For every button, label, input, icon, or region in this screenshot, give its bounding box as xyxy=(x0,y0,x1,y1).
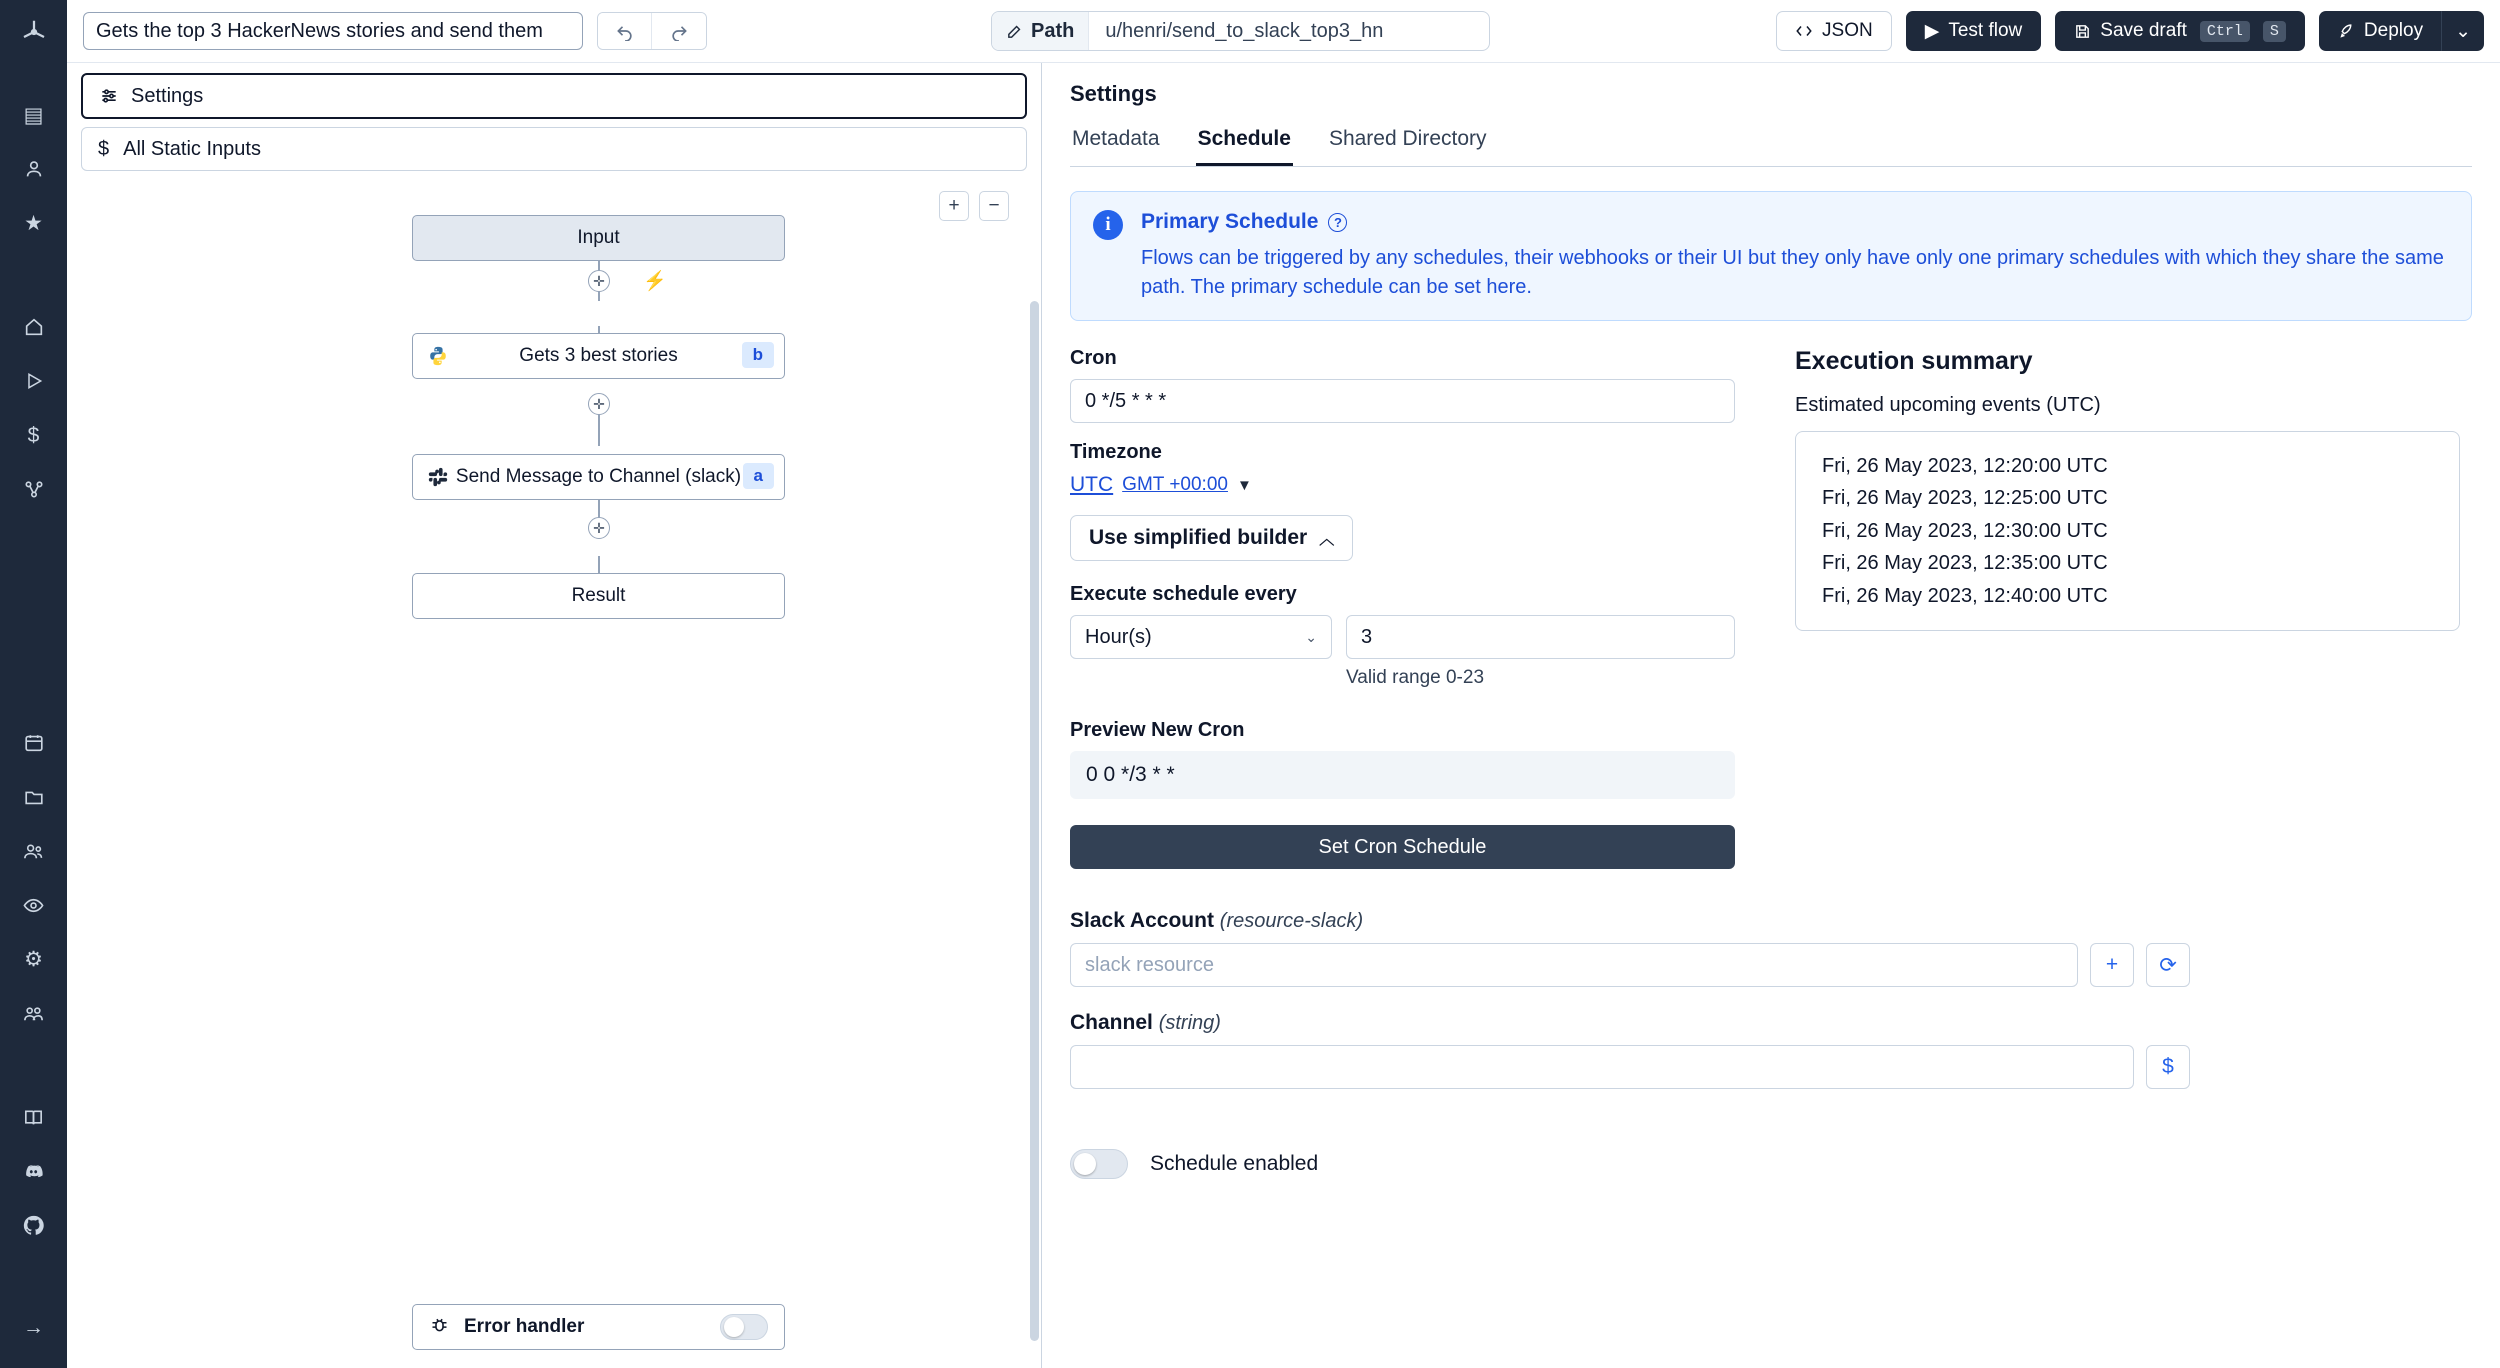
execute-range-hint: Valid range 0-23 xyxy=(1346,667,1485,688)
execute-every-label: Execute schedule every xyxy=(1070,583,1297,605)
flow-node-step-b[interactable] xyxy=(412,333,785,379)
primary-schedule-title-row xyxy=(1141,210,2449,234)
flow-settings-label: Settings xyxy=(131,84,204,107)
execution-summary-title: Execution summary xyxy=(1795,347,2033,375)
timezone-select[interactable] xyxy=(1070,473,1735,497)
schedule-enabled-label: Schedule enabled xyxy=(1150,1152,1319,1175)
flow-node-badge: b xyxy=(742,342,774,368)
top-actions xyxy=(1776,11,2484,51)
channel-row xyxy=(1070,1045,2190,1089)
deploy-chevron-down-icon[interactable]: ⌄ xyxy=(2442,11,2484,51)
refresh-icon[interactable]: ⟳ xyxy=(2146,943,2190,987)
add-step-button[interactable]: ✛ xyxy=(588,517,610,539)
execute-unit-select[interactable] xyxy=(1070,615,1332,659)
flow-canvas[interactable] xyxy=(67,181,1041,1368)
chevron-up-icon: ︿ xyxy=(1319,530,1335,548)
primary-schedule-info xyxy=(1070,191,2472,321)
groups-icon[interactable] xyxy=(12,829,56,873)
flow-node-label: Send Message to Channel (slack) xyxy=(455,466,742,487)
all-static-inputs-label: All Static Inputs xyxy=(123,137,261,160)
folder-icon[interactable] xyxy=(12,775,56,819)
list-item: Fri, 26 May 2023, 12:40:00 UTC xyxy=(1822,584,2108,607)
error-handler-label: Error handler xyxy=(464,1316,585,1337)
timezone-offset: GMT +00:00 xyxy=(1122,474,1228,495)
all-static-inputs-row[interactable] xyxy=(81,127,1027,171)
python-icon xyxy=(427,345,449,367)
deploy-label: Deploy xyxy=(2363,20,2424,41)
redo-icon[interactable] xyxy=(652,13,706,49)
path-label-group xyxy=(992,12,1089,50)
plus-icon[interactable]: + xyxy=(2090,943,2134,987)
list-item: Fri, 26 May 2023, 12:30:00 UTC xyxy=(1822,519,2108,542)
slack-account-label-text: Slack Account xyxy=(1070,909,1214,932)
windmill-logo-icon[interactable] xyxy=(12,10,56,54)
channel-label-text: Channel xyxy=(1070,1011,1153,1034)
error-handler-toggle[interactable] xyxy=(720,1314,768,1340)
bug-icon xyxy=(429,1314,450,1341)
workspace xyxy=(67,0,2500,1368)
dollar-icon: $ xyxy=(98,137,110,160)
code-icon xyxy=(1795,22,1813,40)
test-flow-label: Test flow xyxy=(1948,20,2023,41)
flows-icon[interactable] xyxy=(12,467,56,511)
page-title: Settings xyxy=(1070,81,1157,106)
schedule-form-column xyxy=(1070,347,1735,869)
top-toolbar xyxy=(67,0,2500,63)
home-icon[interactable] xyxy=(12,305,56,349)
schedule-enabled-toggle[interactable] xyxy=(1070,1149,1128,1179)
channel-type: (string) xyxy=(1158,1012,1221,1034)
tab-metadata[interactable]: Metadata xyxy=(1072,127,1160,150)
gear-icon[interactable]: ⚙ xyxy=(24,947,43,971)
schedule-columns xyxy=(1070,347,2472,869)
workers-icon[interactable] xyxy=(12,991,56,1035)
chevron-down-icon: ⌄ xyxy=(1305,628,1317,645)
zoom-out-button[interactable]: − xyxy=(979,191,1009,221)
preview-cron-value: 0 0 */3 * * xyxy=(1070,751,1735,799)
pencil-icon xyxy=(1006,23,1023,40)
info-icon: i xyxy=(1093,210,1123,240)
runs-icon[interactable]: ▤ xyxy=(23,103,44,127)
save-icon xyxy=(2074,23,2091,40)
path-label: Path xyxy=(1031,19,1075,42)
chevron-down-icon: ▼ xyxy=(1236,476,1252,494)
flow-node-label: Gets 3 best stories xyxy=(519,345,678,366)
flow-node-result[interactable] xyxy=(412,573,785,619)
list-item: Fri, 26 May 2023, 12:25:00 UTC xyxy=(1822,487,2108,510)
execution-summary-list xyxy=(1795,431,2460,631)
undo-icon[interactable] xyxy=(598,13,652,49)
slack-account-type: (resource-slack) xyxy=(1219,910,1364,932)
path-value[interactable]: u/henri/send_to_slack_top3_hn xyxy=(1105,19,1384,42)
github-icon[interactable] xyxy=(12,1203,56,1247)
use-simplified-builder-button[interactable] xyxy=(1070,515,1353,561)
user-icon[interactable] xyxy=(12,147,56,191)
execution-summary-column xyxy=(1795,347,2472,869)
execute-amount-input[interactable]: 3 xyxy=(1346,615,1735,659)
help-icon[interactable]: ? xyxy=(1328,213,1347,232)
slack-account-row xyxy=(1070,943,2190,987)
settings-tabs xyxy=(1070,121,2472,167)
slack-icon xyxy=(427,466,449,488)
json-button[interactable] xyxy=(1776,11,1892,51)
main-split xyxy=(67,63,2500,1368)
flow-title-input[interactable] xyxy=(83,12,583,50)
test-flow-button[interactable] xyxy=(1906,11,2042,51)
lightning-icon[interactable]: ⚡ xyxy=(643,271,667,292)
channel-input[interactable] xyxy=(1070,1045,2134,1089)
zoom-controls xyxy=(939,191,1009,221)
execute-unit-value: Hour(s) xyxy=(1085,625,1152,648)
simplified-builder-label: Use simplified builder xyxy=(1089,526,1308,549)
flow-node-input[interactable] xyxy=(412,215,785,261)
flow-node-label: Input xyxy=(577,227,620,248)
execute-every-row xyxy=(1070,615,1735,659)
flow-node-label: Result xyxy=(571,585,626,606)
path-field[interactable] xyxy=(991,11,1490,51)
json-label: JSON xyxy=(1822,20,1873,41)
flow-settings-row[interactable] xyxy=(81,73,1027,119)
cron-input[interactable]: 0 */5 * * * xyxy=(1070,379,1735,423)
channel-label xyxy=(1070,1011,2190,1035)
docs-icon[interactable] xyxy=(12,1095,56,1139)
list-item: Fri, 26 May 2023, 12:35:00 UTC xyxy=(1822,552,2108,575)
save-shortcut-ctrl: Ctrl xyxy=(2200,21,2250,42)
list-item: Fri, 26 May 2023, 12:20:00 UTC xyxy=(1822,455,2108,477)
zoom-in-button[interactable]: + xyxy=(939,191,969,221)
flow-scrollbar[interactable] xyxy=(1030,301,1039,1341)
flow-node-badge: a xyxy=(743,463,774,489)
tab-shared-directory[interactable]: Shared Directory xyxy=(1328,127,1487,150)
schedules-icon[interactable] xyxy=(12,721,56,765)
set-cron-schedule-button[interactable]: Set Cron Schedule xyxy=(1070,825,1735,869)
timezone-value: UTC xyxy=(1070,473,1114,496)
primary-schedule-text: Flows can be triggered by any schedules, their webhooks or their UI but they only have only one primary schedules with which they share the same path. The primary schedule can be set here. xyxy=(1141,247,2444,298)
play-icon: ▶ xyxy=(1924,20,1940,42)
save-draft-label: Save draft xyxy=(2100,20,2187,41)
primary-schedule-title: Primary Schedule xyxy=(1141,210,1319,233)
undo-redo-group xyxy=(597,12,707,50)
cron-label: Cron xyxy=(1070,347,1117,369)
preview-cron-label: Preview New Cron xyxy=(1070,719,1245,741)
sidebar-rail xyxy=(0,0,67,1368)
add-step-button[interactable]: ✛ xyxy=(588,393,610,415)
dollar-icon[interactable]: $ xyxy=(27,423,40,447)
dollar-icon[interactable]: $ xyxy=(2146,1045,2190,1089)
eye-icon[interactable] xyxy=(12,883,56,927)
execution-summary-subtitle: Estimated upcoming events (UTC) xyxy=(1795,394,2101,416)
slack-account-label xyxy=(1070,909,2190,933)
expand-sidebar-icon[interactable]: → xyxy=(23,1315,44,1339)
deploy-button[interactable] xyxy=(2319,11,2442,51)
rocket-icon xyxy=(2338,23,2355,40)
sliders-icon xyxy=(99,86,119,106)
error-handler-row[interactable] xyxy=(412,1304,785,1350)
settings-panel xyxy=(1042,63,2500,1368)
add-step-button[interactable]: ✛ xyxy=(588,270,610,292)
save-shortcut-key: S xyxy=(2263,21,2286,42)
deploy-group xyxy=(2319,11,2484,51)
discord-icon[interactable] xyxy=(12,1149,56,1193)
save-draft-button[interactable] xyxy=(2055,11,2305,51)
schedule-enabled-row xyxy=(1070,1149,2190,1179)
star-icon[interactable]: ★ xyxy=(24,211,43,235)
play-icon[interactable] xyxy=(12,359,56,403)
timezone-label: Timezone xyxy=(1070,441,1162,463)
tab-schedule[interactable]: Schedule xyxy=(1196,121,1293,166)
slack-resource-input[interactable]: slack resource xyxy=(1070,943,2078,987)
flow-node-step-a[interactable] xyxy=(412,454,785,500)
flow-panel xyxy=(67,63,1042,1368)
